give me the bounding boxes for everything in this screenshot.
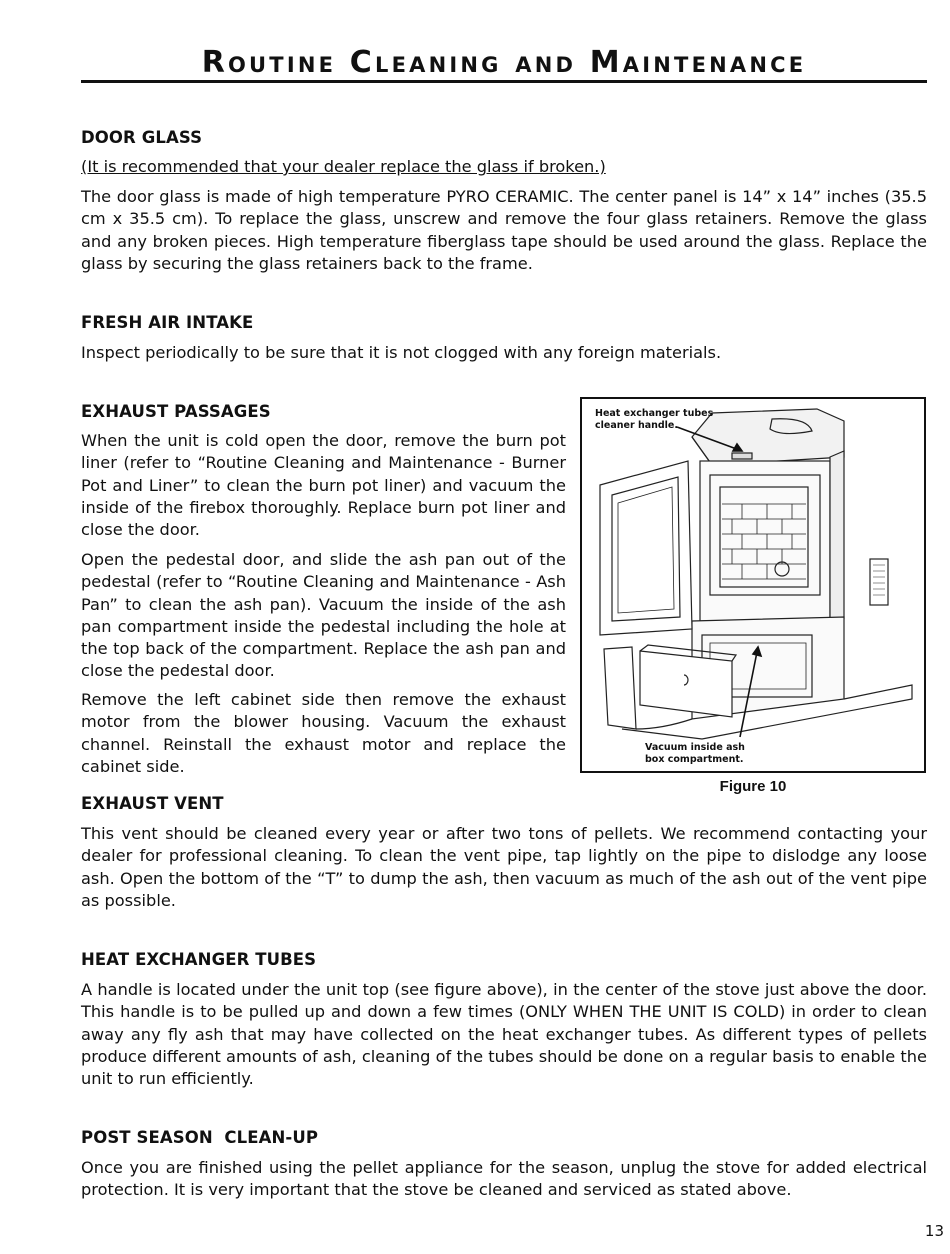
callout-heat-exchanger-handle: Heat exchanger tubes cleaner handle. [595, 408, 714, 431]
fresh-air-body: Inspect periodically to be sure that it is not clogged with any foreign materials. [81, 343, 722, 362]
exhaust-vent-body: This vent should be cleaned every year or after two tons of pellets. We recommend contacting your dealer for professional cleaning. To clean the vent pipe, tap lightly on the pipe to dislodge any loose ash. Open the bottom of the “T” to dump the ash, then vacuum as much of the ash out of the vent pipe as possible. [81, 824, 927, 910]
exhaust-passages-para-3: Remove the left cabinet side then remove the exhaust motor from the blower housing. Vacuum the exhaust channel. Reinstall the exhaust motor and replace the cabinet side. [81, 690, 566, 776]
fresh-air-heading: FRESH AIR INTAKE [81, 313, 254, 332]
exhaust-passages-heading: EXHAUST PASSAGES [81, 402, 271, 421]
page-title: Routine Cleaning and Maintenance [201, 45, 807, 80]
title-rule [81, 80, 927, 83]
callout-ash-box: Vacuum inside ash box compartment. [645, 742, 745, 765]
page-number: 13 [924, 1222, 944, 1240]
exhaust-vent-heading: EXHAUST VENT [81, 794, 224, 813]
figure-caption: Figure 10 [719, 778, 787, 795]
post-season-body: Once you are finished using the pellet appliance for the season, unplug the stove for added electrical protection. It is very important that the stove be cleaned and serviced as stated above. [81, 1158, 927, 1200]
exhaust-passages-para-2: Open the pedestal door, and slide the ash pan out of the pedestal (refer to “Routine Cleaning and Maintenance - Ash Pan” to clean the ash pan). Vacuum the inside of the ash pan compartment inside the pedestal including the hole at the top back of the compartment. Replace the ash pan and close the pedestal door. [81, 550, 566, 681]
exhaust-passages-para-1: When the unit is cold open the door, remove the burn pot liner (refer to “Routine Cleaning and Maintenance - Burner Pot and Liner” to clean the burn pot liner) and vacuum the inside of the firebox thoroughly. Replace burn pot liner and close the door. [81, 431, 566, 540]
door-glass-note: (It is recommended that your dealer replace the glass if broken.) [81, 157, 606, 176]
heat-exchanger-body: A handle is located under the unit top (see figure above), in the center of the stove just above the door. This handle is to be pulled up and down a few times (ONLY WHEN THE UNIT IS COLD) in order to clean away any fly ash that may have collected on the heat exchanger tubes. As different types of pellets produce different amounts of ash, cleaning of the tubes should be done on a regular basis to enable the unit to run efficiently. [81, 980, 927, 1089]
figure-10-frame [580, 397, 926, 773]
heat-exchanger-heading: HEAT EXCHANGER TUBES [81, 950, 317, 969]
post-season-heading: POST SEASON CLEAN-UP [81, 1128, 319, 1147]
stove-illustration [582, 399, 924, 771]
door-glass-body: The door glass is made of high temperature PYRO CERAMIC. The center panel is 14” x 14” inches (35.5 cm x 35.5 cm). To replace the glass, unscrew and remove the four glass retainers. Remove the glass and any broken pieces. High temperature fiberglass tape should be used around the glass. Replace the glass by securing the glass retainers back to the frame. [81, 187, 927, 273]
door-glass-heading: DOOR GLASS [81, 128, 203, 147]
